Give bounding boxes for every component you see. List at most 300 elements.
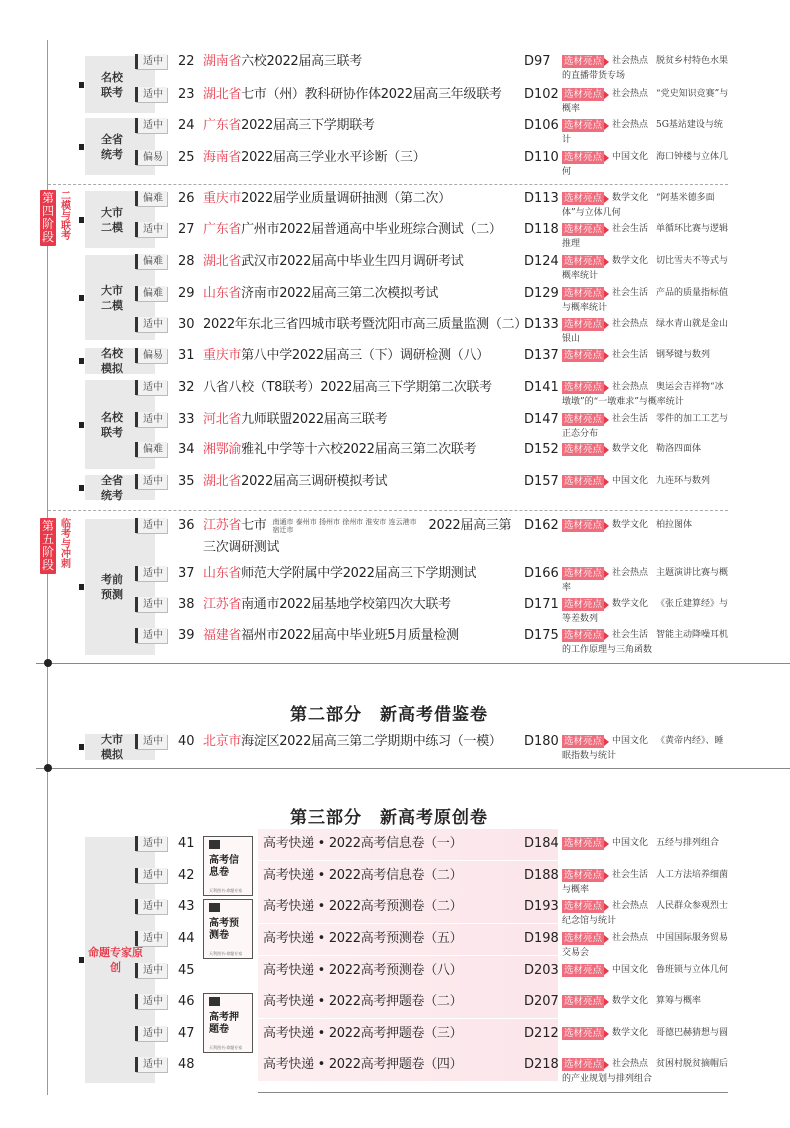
exam-name: 雅礼中学等十六校2022届高三第二次联考 bbox=[241, 442, 477, 457]
highlight-topic: 海口钟楼与立体几何 bbox=[562, 152, 729, 177]
highlight-tag: 选材亮点 bbox=[563, 476, 602, 487]
page-number[interactable]: D157 bbox=[524, 474, 559, 489]
exam-title[interactable] bbox=[263, 963, 462, 979]
page-number[interactable]: D198 bbox=[524, 931, 559, 946]
difficulty-tag: 适中 bbox=[135, 87, 167, 102]
highlight-tag: 选材亮点 bbox=[563, 444, 602, 455]
highlight-category: 社会生活 bbox=[612, 414, 649, 424]
category-label: 考前预测 bbox=[101, 573, 123, 601]
highlight-description bbox=[562, 412, 730, 442]
book-cover-title: 高考信息卷 bbox=[209, 855, 239, 878]
page-number[interactable]: D162 bbox=[524, 518, 559, 533]
highlight-category: 数学文化 bbox=[612, 996, 649, 1006]
highlight-topic: 脱贫乡村特色水果的直播带货专场 bbox=[562, 56, 729, 81]
exam-region: 重庆市 bbox=[203, 348, 242, 363]
difficulty-tag: 适中 bbox=[135, 1026, 167, 1041]
exam-region: 福建省 bbox=[203, 628, 242, 643]
category-marker-icon bbox=[79, 217, 84, 223]
book-cover-publisher: 天利图书·命题专家 bbox=[209, 951, 243, 956]
exam-title[interactable] bbox=[263, 868, 462, 884]
exam-region: 湖南省 bbox=[203, 54, 242, 69]
exam-region: 北京市 bbox=[203, 734, 242, 749]
exam-title[interactable] bbox=[203, 380, 492, 396]
exam-region: 海南省 bbox=[203, 150, 242, 165]
difficulty-tag: 适中 bbox=[135, 412, 167, 427]
highlight-tag: 选材亮点 bbox=[563, 224, 602, 235]
exam-name: 高考快递 • 2022高考押题卷（二） bbox=[263, 994, 463, 1009]
page-number[interactable]: D171 bbox=[524, 597, 559, 612]
category-marker-icon bbox=[79, 584, 84, 590]
highlight-category: 社会生活 bbox=[612, 630, 649, 640]
highlight-topic: 奥运会吉祥物“冰墩墩”的“一墩难求”与概率统计 bbox=[562, 382, 724, 407]
exam-name: 高考快递 • 2022高考预测卷（五） bbox=[263, 931, 463, 946]
divider bbox=[36, 768, 790, 769]
highlight-category: 社会热点 bbox=[612, 1059, 649, 1069]
exam-region: 湖北省 bbox=[203, 87, 242, 102]
highlight-tag: 选材亮点 bbox=[563, 736, 602, 747]
highlight-description bbox=[562, 836, 730, 851]
highlight-tag: 选材亮点 bbox=[563, 382, 602, 393]
item-number: 30 bbox=[178, 317, 195, 332]
highlight-description bbox=[562, 286, 730, 316]
exam-name-cont: 2022届高三第三次调研测试 bbox=[203, 518, 512, 555]
highlight-category: 社会热点 bbox=[612, 56, 649, 66]
item-number: 39 bbox=[178, 628, 195, 643]
difficulty-tag: 适中 bbox=[135, 1057, 167, 1072]
highlight-description bbox=[562, 474, 730, 489]
highlight-description bbox=[562, 222, 730, 252]
page-number[interactable]: D133 bbox=[524, 317, 559, 332]
highlight-description bbox=[562, 597, 730, 627]
exam-name: 六校2022届高三联考 bbox=[241, 54, 362, 69]
highlight-category: 数学文化 bbox=[612, 599, 649, 609]
highlight-description bbox=[562, 963, 730, 978]
highlight-topic: 切比雪夫不等式与概率统计 bbox=[562, 256, 729, 281]
exam-region: 江苏省 bbox=[203, 597, 242, 612]
highlight-category: 社会热点 bbox=[612, 901, 649, 911]
item-number: 41 bbox=[178, 836, 195, 851]
highlight-tag: 选材亮点 bbox=[563, 256, 602, 267]
difficulty-tag: 偏难 bbox=[135, 254, 167, 269]
highlight-tag: 选材亮点 bbox=[563, 56, 602, 67]
exam-title[interactable] bbox=[203, 597, 451, 613]
category-label: 名校联考 bbox=[101, 410, 123, 439]
page-number[interactable]: D102 bbox=[524, 87, 559, 102]
category-marker-icon bbox=[79, 422, 84, 428]
highlight-tag: 选材亮点 bbox=[563, 152, 602, 163]
highlight-category: 社会热点 bbox=[612, 319, 649, 329]
exam-name: 广州市2022届普通高中毕业班综合测试（二） bbox=[241, 222, 502, 237]
highlight-category: 社会热点 bbox=[612, 568, 649, 578]
item-number: 36 bbox=[178, 518, 195, 533]
item-number: 35 bbox=[178, 474, 195, 489]
difficulty-tag: 适中 bbox=[135, 118, 167, 133]
page-number[interactable]: D110 bbox=[524, 150, 559, 165]
book-cover bbox=[203, 993, 253, 1053]
exam-title[interactable] bbox=[203, 286, 438, 302]
book-cover-title: 高考押题卷 bbox=[209, 1012, 239, 1035]
difficulty-tag: 适中 bbox=[135, 836, 167, 851]
highlight-tag: 选材亮点 bbox=[563, 414, 602, 425]
highlight-description bbox=[562, 348, 730, 363]
exam-title[interactable] bbox=[203, 474, 387, 490]
highlight-description bbox=[562, 1026, 730, 1041]
highlight-description bbox=[562, 734, 730, 764]
highlight-category: 中国文化 bbox=[612, 736, 649, 746]
highlight-tag: 选材亮点 bbox=[563, 1028, 602, 1039]
item-number: 40 bbox=[178, 734, 195, 749]
highlight-tag: 选材亮点 bbox=[563, 89, 602, 100]
exam-region: 山东省 bbox=[203, 566, 242, 581]
item-number: 45 bbox=[178, 963, 195, 978]
exam-region: 山东省 bbox=[203, 286, 242, 301]
highlight-tag: 选材亮点 bbox=[563, 350, 602, 361]
category-label: 名校联考 bbox=[101, 70, 123, 99]
difficulty-tag: 适中 bbox=[135, 518, 167, 533]
highlight-tag: 选材亮点 bbox=[563, 568, 602, 579]
timeline-dot bbox=[44, 659, 52, 667]
exam-name: 七市（州）教科研协作体2022届高三年级联考 bbox=[241, 87, 502, 102]
highlight-topic: 贫困村脱贫摘帽后的产业规划与排列组合 bbox=[562, 1059, 729, 1084]
highlight-description bbox=[562, 54, 730, 84]
highlight-description bbox=[562, 150, 730, 180]
page-number[interactable]: D137 bbox=[524, 348, 559, 363]
highlight-topic: 单循环比赛与逻辑推理 bbox=[562, 224, 729, 249]
highlight-topic: 柏拉图体 bbox=[656, 520, 693, 530]
category-marker-icon bbox=[79, 744, 84, 750]
exam-title[interactable] bbox=[203, 254, 464, 270]
page-number[interactable]: D152 bbox=[524, 442, 559, 457]
highlight-category: 中国文化 bbox=[612, 838, 649, 848]
item-number: 47 bbox=[178, 1026, 195, 1041]
difficulty-tag: 适中 bbox=[135, 899, 167, 914]
highlight-tag: 选材亮点 bbox=[563, 996, 602, 1007]
stage-4-label: 第四阶段 bbox=[41, 191, 54, 244]
exam-name: 高考快递 • 2022高考预测卷（八） bbox=[263, 963, 463, 978]
exam-name: 济南市2022届高三第二次模拟考试 bbox=[241, 286, 439, 301]
exam-name: 福州市2022届高中毕业班5月质量检测 bbox=[241, 628, 459, 643]
item-number: 42 bbox=[178, 868, 195, 883]
exam-title[interactable] bbox=[203, 412, 387, 428]
highlight-topic: 五经与排列组合 bbox=[656, 838, 720, 848]
highlight-topic: 主题演讲比赛与概率 bbox=[562, 568, 729, 593]
highlight-tag: 选材亮点 bbox=[563, 193, 602, 204]
difficulty-tag: 适中 bbox=[135, 566, 167, 581]
stage-5-label: 第五阶段 bbox=[41, 519, 54, 572]
highlight-topic: 钢琴键与数列 bbox=[656, 350, 711, 360]
item-number: 38 bbox=[178, 597, 195, 612]
exam-name: 2022届高三调研模拟考试 bbox=[241, 474, 388, 489]
highlight-description bbox=[562, 868, 730, 898]
difficulty-tag: 适中 bbox=[135, 963, 167, 978]
item-number: 25 bbox=[178, 150, 195, 165]
exam-name: 2022届学业质量调研抽测（第二次） bbox=[241, 191, 451, 206]
item-number: 44 bbox=[178, 931, 195, 946]
exam-title[interactable] bbox=[203, 515, 515, 559]
book-cover bbox=[203, 899, 253, 959]
exam-region: 湖北省 bbox=[203, 474, 242, 489]
item-number: 43 bbox=[178, 899, 195, 914]
item-number: 28 bbox=[178, 254, 195, 269]
category-label: 全省统考 bbox=[101, 473, 123, 502]
exam-name: 九师联盟2022届高三联考 bbox=[241, 412, 388, 427]
highlight-topic: 鲁班锁与立体几何 bbox=[656, 965, 729, 975]
exam-title[interactable] bbox=[263, 1026, 462, 1042]
page-number[interactable]: D106 bbox=[524, 118, 559, 133]
section-title-part-2: 第二部分 新高考借鉴卷 bbox=[290, 705, 488, 725]
book-cover bbox=[203, 836, 253, 896]
highlight-description bbox=[562, 628, 730, 658]
page-number[interactable]: D129 bbox=[524, 286, 559, 301]
highlight-tag: 选材亮点 bbox=[563, 319, 602, 330]
exam-name: 海淀区2022届高三第二学期期中练习（一模） bbox=[241, 734, 502, 749]
difficulty-tag: 偏难 bbox=[135, 191, 167, 206]
exam-name: 武汉市2022届高中毕业生四月调研考试 bbox=[241, 254, 464, 269]
highlight-tag: 选材亮点 bbox=[563, 520, 602, 531]
book-logo-icon bbox=[209, 997, 220, 1006]
highlight-tag: 选材亮点 bbox=[563, 599, 602, 610]
item-number: 48 bbox=[178, 1057, 195, 1072]
exam-name: 八省八校（T8联考）2022届高三下学期第二次联考 bbox=[203, 380, 492, 395]
exam-name: 高考快递 • 2022高考信息卷（一） bbox=[263, 836, 463, 851]
exam-region: 江苏省 bbox=[203, 518, 242, 533]
book-cover-publisher: 天利图书·命题专家 bbox=[209, 1045, 243, 1050]
exam-name: 高考快递 • 2022高考信息卷（二） bbox=[263, 868, 463, 883]
exam-title[interactable] bbox=[263, 994, 462, 1010]
book-logo-icon bbox=[209, 903, 220, 912]
category-marker-icon bbox=[79, 485, 84, 491]
exam-title[interactable] bbox=[263, 899, 462, 915]
exam-title[interactable] bbox=[263, 931, 462, 947]
item-number: 37 bbox=[178, 566, 195, 581]
exam-cities: 南通市 泰州市 扬州市 徐州市 淮安市 连云港市 宿迁市 bbox=[272, 517, 417, 534]
highlight-topic: 零件的加工工艺与正态分布 bbox=[562, 414, 729, 439]
highlight-description bbox=[562, 118, 730, 148]
page-number[interactable]: D166 bbox=[524, 566, 559, 581]
highlight-topic: 5G基站建设与统计 bbox=[562, 120, 723, 145]
page-number[interactable]: D147 bbox=[524, 412, 559, 427]
stage-5-sublabel: 临考与冲刺 bbox=[61, 519, 71, 570]
exam-title[interactable] bbox=[203, 734, 502, 750]
highlight-topic: 算筹与概率 bbox=[656, 996, 702, 1006]
highlight-tag: 选材亮点 bbox=[563, 870, 602, 881]
item-number: 32 bbox=[178, 380, 195, 395]
highlight-category: 中国文化 bbox=[612, 152, 649, 162]
page-number[interactable]: D180 bbox=[524, 734, 559, 749]
highlight-description bbox=[562, 87, 730, 117]
divider bbox=[48, 184, 728, 185]
exam-region: 湘鄂渝 bbox=[203, 442, 242, 457]
page-number[interactable]: D184 bbox=[524, 836, 559, 851]
page-number[interactable]: D124 bbox=[524, 254, 559, 269]
page-number[interactable]: D175 bbox=[524, 628, 559, 643]
difficulty-tag: 适中 bbox=[135, 597, 167, 612]
difficulty-tag: 适中 bbox=[135, 222, 167, 237]
highlight-category: 数学文化 bbox=[612, 256, 649, 266]
category-marker-icon bbox=[79, 82, 84, 88]
difficulty-tag: 适中 bbox=[135, 380, 167, 395]
highlight-topic: 绿水青山就是金山银山 bbox=[562, 319, 729, 344]
highlight-topic: “党史知识竞赛”与概率 bbox=[562, 89, 729, 114]
item-number: 31 bbox=[178, 348, 195, 363]
page-number[interactable]: D118 bbox=[524, 222, 559, 237]
divider bbox=[48, 510, 728, 511]
item-number: 23 bbox=[178, 87, 195, 102]
item-number: 24 bbox=[178, 118, 195, 133]
exam-name: 南通市2022届基地学校第四次大联考 bbox=[241, 597, 451, 612]
timeline-dot bbox=[44, 764, 52, 772]
exam-title[interactable] bbox=[263, 836, 462, 852]
exam-name: 七市 bbox=[241, 518, 267, 533]
highlight-tag: 选材亮点 bbox=[563, 838, 602, 849]
highlight-topic: 人民群众参观烈士纪念馆与统计 bbox=[562, 901, 729, 926]
section-title-part-3: 第三部分 新高考原创卷 bbox=[290, 808, 488, 828]
highlight-category: 社会生活 bbox=[612, 350, 649, 360]
item-number: 22 bbox=[178, 54, 195, 69]
category-label: 命题专家原创 bbox=[88, 946, 143, 974]
highlight-tag: 选材亮点 bbox=[563, 901, 602, 912]
divider bbox=[258, 1092, 728, 1093]
exam-title[interactable] bbox=[203, 87, 502, 103]
exam-title[interactable] bbox=[203, 348, 489, 364]
difficulty-tag: 适中 bbox=[135, 317, 167, 332]
highlight-description bbox=[562, 317, 730, 347]
exam-name: 高考快递 • 2022高考押题卷（四） bbox=[263, 1057, 463, 1072]
highlight-description bbox=[562, 380, 730, 410]
difficulty-tag: 适中 bbox=[135, 931, 167, 946]
highlight-category: 社会生活 bbox=[612, 870, 649, 880]
exam-title[interactable] bbox=[203, 628, 459, 644]
highlight-category: 数学文化 bbox=[612, 1028, 649, 1038]
exam-region: 重庆市 bbox=[203, 191, 242, 206]
difficulty-tag: 偏难 bbox=[135, 442, 167, 457]
item-number: 26 bbox=[178, 191, 195, 206]
highlight-category: 社会热点 bbox=[612, 89, 649, 99]
highlight-category: 社会热点 bbox=[612, 933, 649, 943]
highlight-category: 社会生活 bbox=[612, 224, 649, 234]
book-logo-icon bbox=[209, 840, 220, 849]
category-marker-icon bbox=[79, 358, 84, 364]
page-number[interactable]: D212 bbox=[524, 1026, 559, 1041]
category-marker-icon bbox=[79, 957, 84, 963]
category-label: 大市二模 bbox=[101, 205, 123, 234]
highlight-topic: 勒洛四面体 bbox=[656, 444, 702, 454]
page-number[interactable]: D141 bbox=[524, 380, 559, 395]
category-marker-icon bbox=[79, 295, 84, 301]
highlight-description bbox=[562, 1057, 730, 1087]
highlight-description bbox=[562, 899, 730, 929]
page-number[interactable]: D97 bbox=[524, 54, 551, 69]
highlight-tag: 选材亮点 bbox=[563, 965, 602, 976]
highlight-topic: 哥德巴赫猜想与圆 bbox=[656, 1028, 729, 1038]
category-label: 名校模拟 bbox=[101, 347, 123, 375]
exam-name: 第八中学2022届高三（下）调研检测（八） bbox=[241, 348, 489, 363]
highlight-category: 数学文化 bbox=[612, 444, 649, 454]
exam-region: 广东省 bbox=[203, 222, 242, 237]
item-number: 46 bbox=[178, 994, 195, 1009]
exam-name: 高考快递 • 2022高考预测卷（二） bbox=[263, 899, 463, 914]
exam-name: 高考快递 • 2022高考押题卷（三） bbox=[263, 1026, 463, 1041]
exam-name: 2022年东北三省四城市联考暨沈阳市高三质量监测（二） bbox=[203, 317, 527, 332]
exam-region: 湖北省 bbox=[203, 254, 242, 269]
highlight-category: 数学文化 bbox=[612, 520, 649, 530]
highlight-description bbox=[562, 191, 730, 221]
divider bbox=[36, 663, 790, 664]
exam-title[interactable] bbox=[263, 1057, 462, 1073]
highlight-category: 中国文化 bbox=[612, 965, 649, 975]
exam-title[interactable] bbox=[203, 150, 425, 166]
highlight-topic: 《张丘建算经》与等差数列 bbox=[562, 599, 729, 624]
highlight-topic: 产品的质量指标值与概率统计 bbox=[562, 288, 729, 313]
difficulty-tag: 偏易 bbox=[135, 150, 167, 165]
exam-name: 师范大学附属中学2022届高三下学期测试 bbox=[241, 566, 477, 581]
highlight-tag: 选材亮点 bbox=[563, 630, 602, 641]
highlight-topic: 中国国际服务贸易交易会 bbox=[562, 933, 729, 958]
highlight-description bbox=[562, 566, 730, 596]
highlight-category: 社会热点 bbox=[612, 382, 649, 392]
exam-title[interactable] bbox=[203, 566, 476, 582]
highlight-tag: 选材亮点 bbox=[563, 120, 602, 131]
difficulty-tag: 偏易 bbox=[135, 348, 167, 363]
page-number[interactable]: D193 bbox=[524, 899, 559, 914]
book-cover-publisher: 天利图书·命题专家 bbox=[209, 888, 243, 893]
item-number: 27 bbox=[178, 222, 195, 237]
difficulty-tag: 适中 bbox=[135, 474, 167, 489]
exam-title[interactable] bbox=[203, 442, 476, 458]
category-label: 大市模拟 bbox=[101, 733, 123, 761]
highlight-description bbox=[562, 994, 730, 1009]
category-marker-icon bbox=[79, 144, 84, 150]
highlight-topic: “阿基米德多面体”与立体几何 bbox=[562, 193, 715, 218]
highlight-description bbox=[562, 442, 730, 457]
page-number[interactable]: D203 bbox=[524, 963, 559, 978]
difficulty-tag: 适中 bbox=[135, 628, 167, 643]
highlight-topic: 《黄帝内经》、睡眠指数与统计 bbox=[562, 736, 724, 761]
highlight-topic: 智能主动降噪耳机的工作原理与三角函数 bbox=[562, 630, 729, 655]
page-number[interactable]: D207 bbox=[524, 994, 559, 1009]
exam-title[interactable] bbox=[203, 54, 362, 70]
highlight-tag: 选材亮点 bbox=[563, 933, 602, 944]
highlight-category: 中国文化 bbox=[612, 476, 649, 486]
item-number: 33 bbox=[178, 412, 195, 427]
highlight-topic: 人工方法培养细菌与概率 bbox=[562, 870, 729, 895]
highlight-description bbox=[562, 254, 730, 284]
exam-name: 2022届高三学业水平诊断（三） bbox=[241, 150, 426, 165]
exam-title[interactable] bbox=[203, 118, 375, 134]
highlight-category: 数学文化 bbox=[612, 193, 649, 203]
item-number: 29 bbox=[178, 286, 195, 301]
highlight-description bbox=[562, 518, 730, 533]
difficulty-tag: 适中 bbox=[135, 868, 167, 883]
page-number[interactable]: D218 bbox=[524, 1057, 559, 1072]
exam-name: 2022届高三下学期联考 bbox=[241, 118, 375, 133]
difficulty-tag: 适中 bbox=[135, 994, 167, 1009]
page-number[interactable]: D113 bbox=[524, 191, 559, 206]
stage-4-sublabel: 二模与联考 bbox=[61, 191, 71, 242]
page-number[interactable]: D188 bbox=[524, 868, 559, 883]
highlight-category: 社会生活 bbox=[612, 288, 649, 298]
difficulty-tag: 适中 bbox=[135, 734, 167, 749]
difficulty-tag: 偏难 bbox=[135, 286, 167, 301]
exam-region: 广东省 bbox=[203, 118, 242, 133]
exam-title[interactable] bbox=[203, 191, 451, 207]
exam-region: 河北省 bbox=[203, 412, 242, 427]
item-number: 34 bbox=[178, 442, 195, 457]
exam-title[interactable] bbox=[203, 222, 502, 238]
category-label: 大市二模 bbox=[101, 283, 123, 312]
exam-title[interactable] bbox=[203, 317, 527, 333]
highlight-topic: 九连环与数列 bbox=[656, 476, 711, 486]
